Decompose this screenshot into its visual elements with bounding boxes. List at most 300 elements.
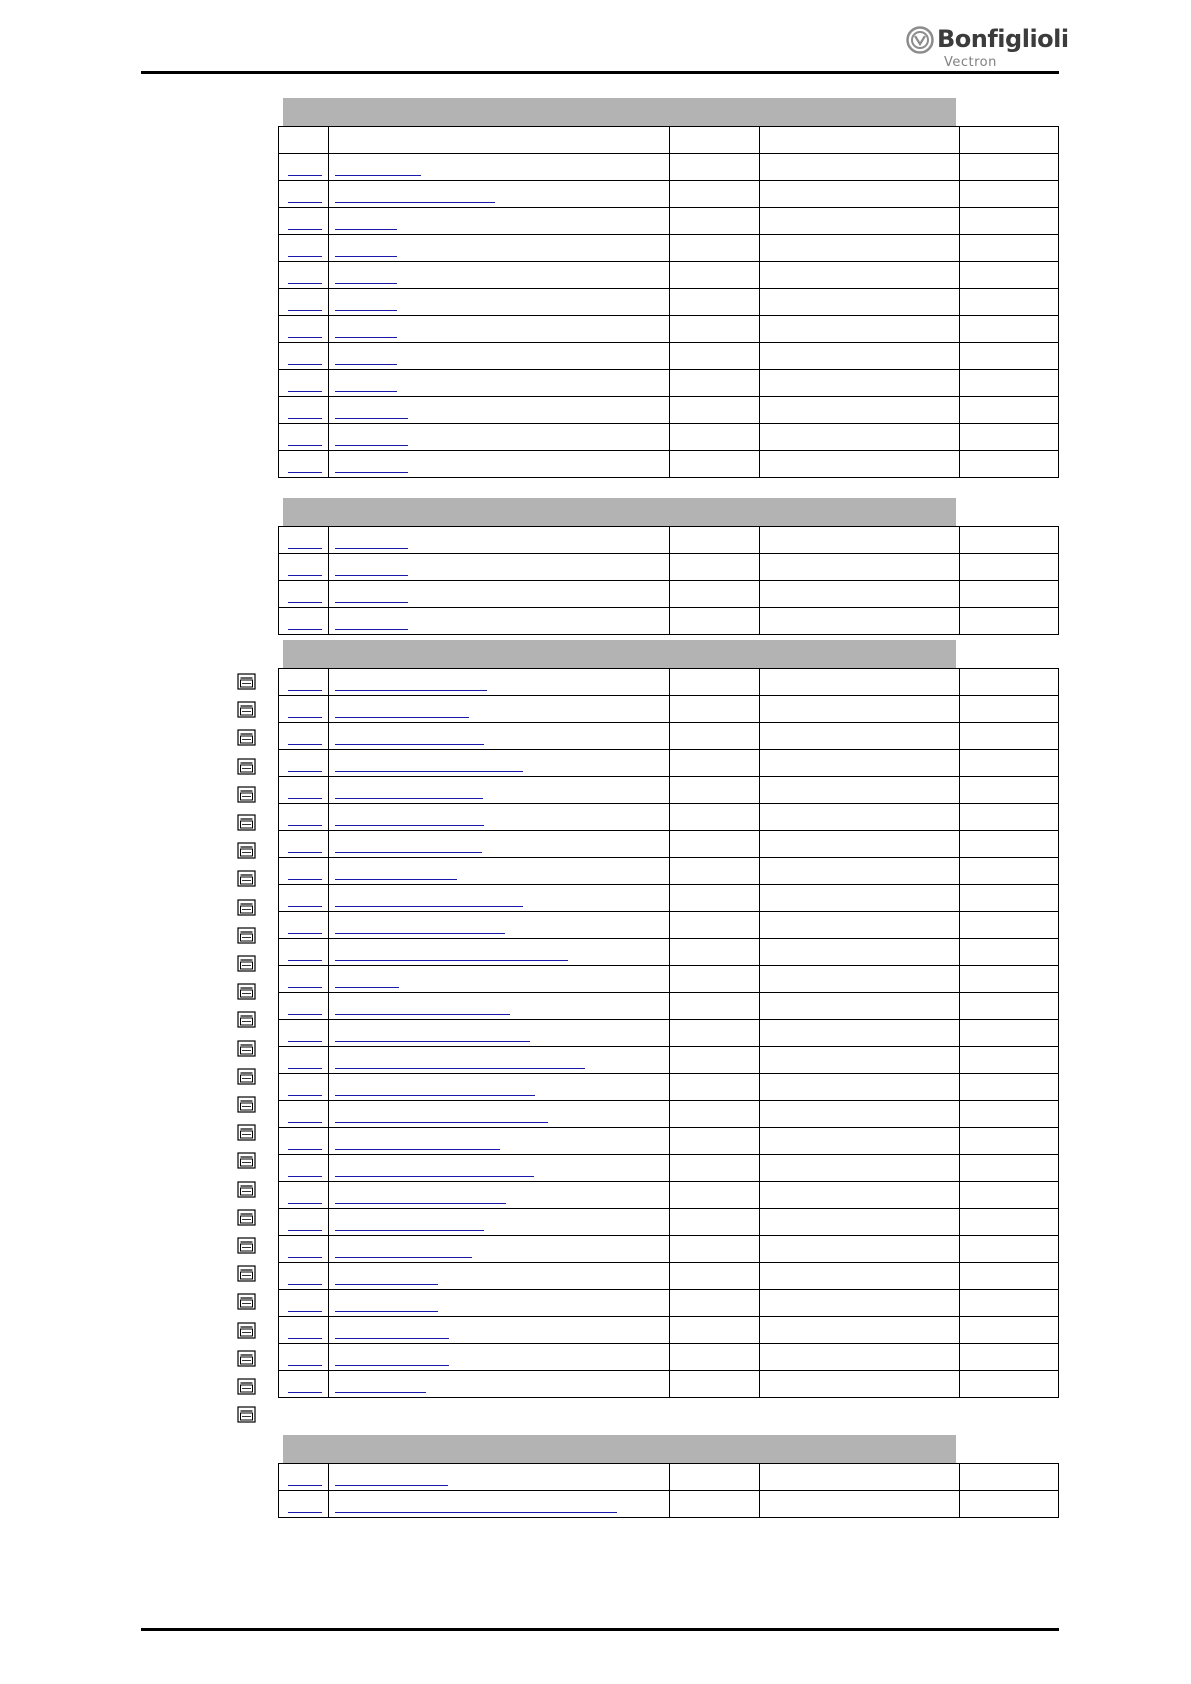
chapter-cell <box>960 1101 1059 1128</box>
table-row <box>279 1371 1059 1398</box>
parameter-description-cell <box>329 966 670 993</box>
chapter-cell <box>960 208 1059 235</box>
parameter-number-link[interactable] <box>288 364 322 365</box>
parameter-description-link[interactable] <box>335 798 483 799</box>
parameter-number-link[interactable] <box>288 418 322 419</box>
range-cell <box>760 723 960 750</box>
parameter-description-link[interactable] <box>335 690 487 691</box>
range-cell <box>760 966 960 993</box>
parameter-number-link[interactable] <box>288 548 322 549</box>
range-cell <box>760 858 960 885</box>
parameter-description-link[interactable] <box>335 310 397 311</box>
parameter-description-link[interactable] <box>335 771 523 772</box>
parameter-description-link[interactable] <box>335 906 523 907</box>
parameter-description-link[interactable] <box>335 364 397 365</box>
unit-cell <box>670 343 760 370</box>
parameter-number-link[interactable] <box>288 1095 322 1096</box>
unit-cell <box>670 1074 760 1101</box>
parameter-number-link[interactable] <box>288 1041 322 1042</box>
chapter-cell <box>960 527 1059 554</box>
range-cell <box>760 581 960 608</box>
keypad-parameter-icon <box>237 758 256 775</box>
range-cell <box>760 370 960 397</box>
parameter-number-link[interactable] <box>288 391 322 392</box>
unit-cell <box>670 750 760 777</box>
chapter-cell <box>960 1074 1059 1101</box>
table-row <box>279 181 1059 208</box>
parameter-number-link[interactable] <box>288 933 322 934</box>
table-row <box>279 154 1059 181</box>
table-row <box>279 235 1059 262</box>
parameter-number-cell <box>279 397 329 424</box>
parameter-number-link[interactable] <box>288 1122 322 1123</box>
parameter-number-link[interactable] <box>288 1485 322 1486</box>
col-header-number <box>279 127 329 154</box>
parameter-description-link[interactable] <box>335 1485 448 1486</box>
table-row <box>279 912 1059 939</box>
table-row <box>279 723 1059 750</box>
range-cell <box>760 1371 960 1398</box>
parameter-description-link[interactable] <box>335 717 469 718</box>
parameter-number-cell <box>279 1371 329 1398</box>
parameter-number-cell <box>279 777 329 804</box>
chapter-cell <box>960 343 1059 370</box>
parameter-number-link[interactable] <box>288 1284 322 1285</box>
unit-cell <box>670 581 760 608</box>
parameter-number-link[interactable] <box>288 310 322 311</box>
parameter-number-link[interactable] <box>288 445 322 446</box>
parameter-number-link[interactable] <box>288 1176 322 1177</box>
table-row <box>279 1236 1059 1263</box>
parameter-description-cell <box>329 993 670 1020</box>
parameter-number-link[interactable] <box>288 629 322 630</box>
parameter-number-link[interactable] <box>288 1311 322 1312</box>
chapter-cell <box>960 608 1059 635</box>
parameter-description-link[interactable] <box>335 256 397 257</box>
parameter-description-link[interactable] <box>335 852 482 853</box>
parameter-description-link[interactable] <box>335 1230 484 1231</box>
parameter-description-cell <box>329 343 670 370</box>
parameter-description-link[interactable] <box>335 418 408 419</box>
chapter-cell <box>960 858 1059 885</box>
table-row <box>279 424 1059 451</box>
parameter-description-link[interactable] <box>335 960 568 961</box>
parameter-description-link[interactable] <box>335 1257 472 1258</box>
parameter-number-link[interactable] <box>288 960 322 961</box>
table-row <box>279 777 1059 804</box>
unit-cell <box>670 831 760 858</box>
chapter-cell <box>960 262 1059 289</box>
parameter-description-cell <box>329 696 670 723</box>
parameter-description-cell <box>329 831 670 858</box>
table-row <box>279 804 1059 831</box>
parameter-number-link[interactable] <box>288 798 322 799</box>
parameter-description-link[interactable] <box>335 744 484 745</box>
parameter-description-cell <box>329 208 670 235</box>
parameter-description-link[interactable] <box>335 283 397 284</box>
parameter-description-link[interactable] <box>335 1068 585 1069</box>
parameter-number-link[interactable] <box>288 202 322 203</box>
unit-cell <box>670 397 760 424</box>
table-row <box>279 858 1059 885</box>
parameter-description-cell <box>329 939 670 966</box>
keypad-parameter-icon <box>237 1293 256 1310</box>
parameter-description-link[interactable] <box>335 1149 500 1150</box>
range-cell <box>760 608 960 635</box>
parameter-description-link[interactable] <box>335 1338 449 1339</box>
range-cell <box>760 1182 960 1209</box>
parameter-description-cell <box>329 669 670 696</box>
keypad-parameter-icon <box>237 1096 256 1113</box>
range-cell <box>760 1263 960 1290</box>
parameter-description-link[interactable] <box>335 825 484 826</box>
parameter-number-cell <box>279 1155 329 1182</box>
parameter-description-link[interactable] <box>335 933 505 934</box>
unit-cell <box>670 1371 760 1398</box>
parameter-number-cell <box>279 154 329 181</box>
range-cell <box>760 1047 960 1074</box>
keypad-parameter-icon <box>237 1181 256 1198</box>
parameter-number-cell <box>279 1209 329 1236</box>
range-cell <box>760 316 960 343</box>
table-row <box>279 1101 1059 1128</box>
parameter-number-link[interactable] <box>288 337 322 338</box>
chapter-cell <box>960 370 1059 397</box>
unit-cell <box>670 208 760 235</box>
table-row <box>279 370 1059 397</box>
parameter-number-cell <box>279 608 329 635</box>
table-row <box>279 289 1059 316</box>
range-cell <box>760 154 960 181</box>
parameter-number-link[interactable] <box>288 602 322 603</box>
chapter-cell <box>960 912 1059 939</box>
table-row <box>279 1209 1059 1236</box>
parameter-number-cell <box>279 316 329 343</box>
keypad-parameter-icon <box>237 1265 256 1282</box>
parameter-number-cell <box>279 993 329 1020</box>
parameter-description-cell <box>329 1263 670 1290</box>
range-cell <box>760 1101 960 1128</box>
parameter-description-cell <box>329 1209 670 1236</box>
parameter-number-link[interactable] <box>288 1257 322 1258</box>
keypad-parameter-icon <box>237 1350 256 1367</box>
range-cell <box>760 1317 960 1344</box>
chapter-cell <box>960 1128 1059 1155</box>
table-row <box>279 939 1059 966</box>
parameter-number-link[interactable] <box>288 1338 322 1339</box>
parameter-description-link[interactable] <box>335 548 408 549</box>
parameter-number-link[interactable] <box>288 771 322 772</box>
table-row <box>279 1290 1059 1317</box>
unit-cell <box>670 370 760 397</box>
unit-cell <box>670 1020 760 1047</box>
keypad-parameter-icon <box>237 673 256 690</box>
parameter-description-link[interactable] <box>335 1041 530 1042</box>
col-header-range <box>760 127 960 154</box>
parameter-description-cell <box>329 858 670 885</box>
table-row <box>279 397 1059 424</box>
parameter-number-cell <box>279 831 329 858</box>
keypad-parameter-icon <box>237 814 256 831</box>
parameter-description-cell <box>329 554 670 581</box>
parameter-number-link[interactable] <box>288 283 322 284</box>
parameter-number-cell <box>279 1020 329 1047</box>
unit-cell <box>670 1101 760 1128</box>
unit-cell <box>670 1464 760 1491</box>
keypad-parameter-icon <box>237 1124 256 1141</box>
parameter-number-link[interactable] <box>288 1230 322 1231</box>
parameter-number-link[interactable] <box>288 229 322 230</box>
parameter-number-link[interactable] <box>288 1149 322 1150</box>
parameter-description-cell <box>329 289 670 316</box>
chapter-cell <box>960 723 1059 750</box>
chapter-cell <box>960 181 1059 208</box>
parameter-description-link[interactable] <box>335 1311 438 1312</box>
keypad-parameter-icon <box>237 1152 256 1169</box>
parameter-number-link[interactable] <box>288 744 322 745</box>
parameter-description-link[interactable] <box>335 1014 510 1015</box>
header-rule <box>141 71 1059 74</box>
table-row <box>279 1128 1059 1155</box>
section-band <box>283 498 956 526</box>
chapter-cell <box>960 1344 1059 1371</box>
parameter-description-cell <box>329 804 670 831</box>
chapter-cell <box>960 777 1059 804</box>
chapter-cell <box>960 1209 1059 1236</box>
unit-cell <box>670 1155 760 1182</box>
parameter-number-link[interactable] <box>288 717 322 718</box>
parameter-number-link[interactable] <box>288 825 322 826</box>
unit-cell <box>670 1128 760 1155</box>
range-cell <box>760 885 960 912</box>
table-row <box>279 1491 1059 1518</box>
parameter-description-link[interactable] <box>335 229 397 230</box>
table-row <box>279 608 1059 635</box>
parameter-number-link[interactable] <box>288 879 322 880</box>
range-cell <box>760 804 960 831</box>
parameter-description-cell <box>329 1101 670 1128</box>
unit-cell <box>670 804 760 831</box>
unit-cell <box>670 966 760 993</box>
chapter-cell <box>960 451 1059 478</box>
table-row <box>279 750 1059 777</box>
range-cell <box>760 1491 960 1518</box>
unit-cell <box>670 1290 760 1317</box>
table-row <box>279 1344 1059 1371</box>
parameter-number-cell <box>279 262 329 289</box>
chapter-cell <box>960 154 1059 181</box>
chapter-cell <box>960 1263 1059 1290</box>
parameter-number-cell <box>279 1128 329 1155</box>
parameter-number-cell <box>279 939 329 966</box>
parameter-description-link[interactable] <box>335 1122 548 1123</box>
parameter-description-link[interactable] <box>335 1095 535 1096</box>
table-row <box>279 669 1059 696</box>
parameter-number-cell <box>279 235 329 262</box>
parameter-description-cell <box>329 424 670 451</box>
keypad-parameter-icon <box>237 701 256 718</box>
range-cell <box>760 696 960 723</box>
parameter-table <box>278 526 1059 635</box>
keypad-parameter-icon <box>237 842 256 859</box>
unit-cell <box>670 451 760 478</box>
parameter-number-cell <box>279 669 329 696</box>
parameter-description-link[interactable] <box>335 1365 449 1366</box>
unit-cell <box>670 885 760 912</box>
parameter-number-cell <box>279 885 329 912</box>
parameter-description-link[interactable] <box>335 1284 438 1285</box>
keypad-parameter-icon <box>237 729 256 746</box>
keypad-parameter-icon <box>237 983 256 1000</box>
parameter-description-link[interactable] <box>335 629 408 630</box>
parameter-number-link[interactable] <box>288 852 322 853</box>
parameter-number-cell <box>279 1074 329 1101</box>
parameter-description-link[interactable] <box>335 445 408 446</box>
parameter-number-link[interactable] <box>288 1068 322 1069</box>
parameter-description-cell <box>329 1290 670 1317</box>
parameter-number-link[interactable] <box>288 1014 322 1015</box>
keypad-parameter-icon <box>237 1068 256 1085</box>
parameter-description-cell <box>329 1128 670 1155</box>
parameter-number-cell <box>279 1047 329 1074</box>
range-cell <box>760 343 960 370</box>
range-cell <box>760 831 960 858</box>
chapter-cell <box>960 966 1059 993</box>
table-row <box>279 1020 1059 1047</box>
parameter-description-link[interactable] <box>335 202 495 203</box>
bonfiglioli-emblem-icon <box>906 26 934 54</box>
chapter-cell <box>960 804 1059 831</box>
parameter-description-cell <box>329 316 670 343</box>
chapter-cell <box>960 1155 1059 1182</box>
table-row <box>279 1047 1059 1074</box>
parameter-number-link[interactable] <box>288 1365 322 1366</box>
parameter-description-link[interactable] <box>335 391 397 392</box>
section-band <box>283 640 956 668</box>
parameter-number-link[interactable] <box>288 472 322 473</box>
chapter-cell <box>960 831 1059 858</box>
parameter-table <box>278 126 1059 478</box>
chapter-cell <box>960 1182 1059 1209</box>
unit-cell <box>670 939 760 966</box>
parameter-number-cell <box>279 1182 329 1209</box>
parameter-description-cell <box>329 451 670 478</box>
parameter-number-cell <box>279 181 329 208</box>
parameter-description-link[interactable] <box>335 879 457 880</box>
parameter-description-cell <box>329 235 670 262</box>
unit-cell <box>670 1209 760 1236</box>
parameter-description-cell <box>329 370 670 397</box>
parameter-description-link[interactable] <box>335 175 421 176</box>
parameter-number-link[interactable] <box>288 906 322 907</box>
parameter-number-cell <box>279 1317 329 1344</box>
parameter-number-link[interactable] <box>288 1203 322 1204</box>
unit-cell <box>670 235 760 262</box>
section-band <box>283 98 956 126</box>
parameter-description-link[interactable] <box>335 472 408 473</box>
parameter-description-link[interactable] <box>335 1176 534 1177</box>
parameter-number-link[interactable] <box>288 575 322 576</box>
parameter-number-cell <box>279 723 329 750</box>
unit-cell <box>670 1491 760 1518</box>
chapter-cell <box>960 1371 1059 1398</box>
parameter-number-link[interactable] <box>288 1512 322 1513</box>
range-cell <box>760 208 960 235</box>
parameter-description-cell <box>329 1371 670 1398</box>
unit-cell <box>670 424 760 451</box>
table-row <box>279 885 1059 912</box>
table-row <box>279 993 1059 1020</box>
range-cell <box>760 1464 960 1491</box>
chapter-cell <box>960 316 1059 343</box>
unit-cell <box>670 669 760 696</box>
parameter-number-cell <box>279 966 329 993</box>
section-band <box>283 1435 956 1463</box>
unit-cell <box>670 316 760 343</box>
parameter-description-cell <box>329 1047 670 1074</box>
keypad-parameter-icon <box>237 927 256 944</box>
parameter-number-cell <box>279 858 329 885</box>
parameter-number-cell <box>279 289 329 316</box>
parameter-number-cell <box>279 1236 329 1263</box>
range-cell <box>760 912 960 939</box>
parameter-description-cell <box>329 154 670 181</box>
parameter-description-cell <box>329 723 670 750</box>
parameter-description-link[interactable] <box>335 337 397 338</box>
range-cell <box>760 1236 960 1263</box>
range-cell <box>760 1290 960 1317</box>
chapter-cell <box>960 669 1059 696</box>
table-row <box>279 316 1059 343</box>
unit-cell <box>670 723 760 750</box>
parameter-number-link[interactable] <box>288 256 322 257</box>
parameter-description-link[interactable] <box>335 1203 506 1204</box>
table-row <box>279 1155 1059 1182</box>
table-row <box>279 831 1059 858</box>
parameter-description-link[interactable] <box>335 602 408 603</box>
parameter-description-cell <box>329 1317 670 1344</box>
chapter-cell <box>960 1236 1059 1263</box>
parameter-description-cell <box>329 397 670 424</box>
parameter-description-link[interactable] <box>335 1392 426 1393</box>
unit-cell <box>670 1344 760 1371</box>
table-row <box>279 1263 1059 1290</box>
unit-cell <box>670 696 760 723</box>
parameter-number-cell <box>279 343 329 370</box>
parameter-number-link[interactable] <box>288 175 322 176</box>
parameter-description-cell <box>329 581 670 608</box>
chapter-cell <box>960 1464 1059 1491</box>
parameter-number-link[interactable] <box>288 690 322 691</box>
keypad-parameter-icon <box>237 1040 256 1057</box>
parameter-number-link[interactable] <box>288 987 322 988</box>
range-cell <box>760 451 960 478</box>
chapter-cell <box>960 993 1059 1020</box>
parameter-number-cell <box>279 750 329 777</box>
parameter-description-cell <box>329 1344 670 1371</box>
unit-cell <box>670 1263 760 1290</box>
parameter-description-cell <box>329 1491 670 1518</box>
table-row <box>279 527 1059 554</box>
parameter-description-link[interactable] <box>335 1512 617 1513</box>
parameter-description-link[interactable] <box>335 987 399 988</box>
parameter-description-link[interactable] <box>335 575 408 576</box>
parameter-number-cell <box>279 1263 329 1290</box>
parameter-number-cell <box>279 804 329 831</box>
range-cell <box>760 289 960 316</box>
parameter-number-cell <box>279 527 329 554</box>
parameter-number-link[interactable] <box>288 1392 322 1393</box>
